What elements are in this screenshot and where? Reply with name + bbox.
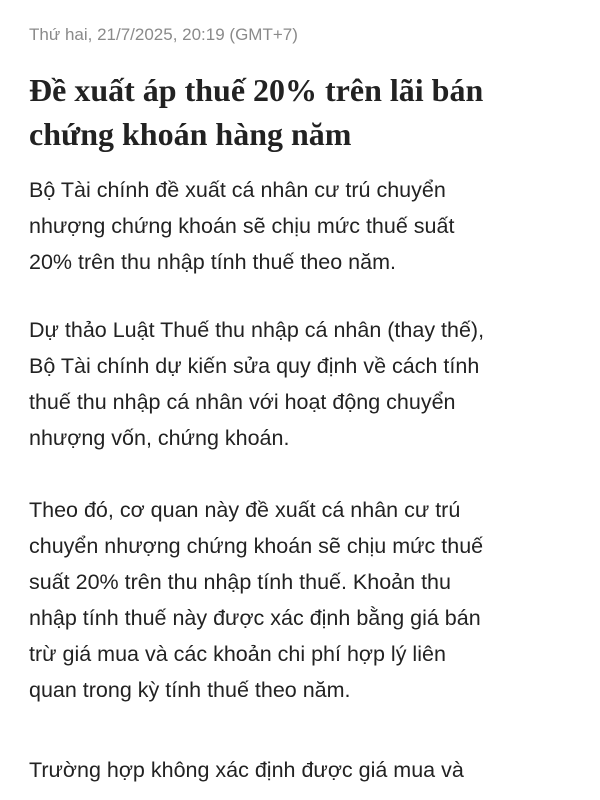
paragraph-line: nhượng vốn, chứng khoán. xyxy=(29,426,290,450)
paragraph-line: quan trong kỳ tính thuế theo năm. xyxy=(29,678,351,702)
paragraph-line: Bộ Tài chính dự kiến sửa quy định về cách tính xyxy=(29,354,480,378)
article-paragraph xyxy=(29,312,589,456)
paragraph-line: Trường hợp không xác định được giá mua và xyxy=(29,758,464,782)
paragraph-line: nhượng chứng khoán sẽ chịu mức thuế suất xyxy=(29,214,455,238)
paragraph-line: suất 20% trên thu nhập tính thuế. Khoản thu xyxy=(29,570,451,594)
paragraph-line: trừ giá mua và các khoản chi phí hợp lý liên xyxy=(29,642,446,666)
article-dateline: Thứ hai, 21/7/2025, 20:19 (GMT+7) xyxy=(29,25,298,44)
article-title-line: Đề xuất áp thuế 20% trên lãi bán xyxy=(29,72,484,108)
paragraph-line: 20% trên thu nhập tính thuế theo năm. xyxy=(29,250,396,274)
paragraph-line: Dự thảo Luật Thuế thu nhập cá nhân (thay thế), xyxy=(29,318,485,342)
paragraph-line: Bộ Tài chính đề xuất cá nhân cư trú chuyển xyxy=(29,178,446,202)
paragraph-line: nhập tính thuế này được xác định bằng giá bán xyxy=(29,606,481,630)
paragraph-line: chuyển nhượng chứng khoán sẽ chịu mức thuế xyxy=(29,534,484,558)
article-lead-paragraph xyxy=(29,172,589,280)
paragraph-line: thuế thu nhập cá nhân với hoạt động chuyển xyxy=(29,390,456,414)
article-title-line: chứng khoán hàng năm xyxy=(29,116,352,152)
article-paragraph xyxy=(29,752,589,788)
paragraph-line: Theo đó, cơ quan này đề xuất cá nhân cư trú xyxy=(29,498,461,522)
article-title xyxy=(29,68,579,156)
article-paragraph xyxy=(29,492,589,708)
